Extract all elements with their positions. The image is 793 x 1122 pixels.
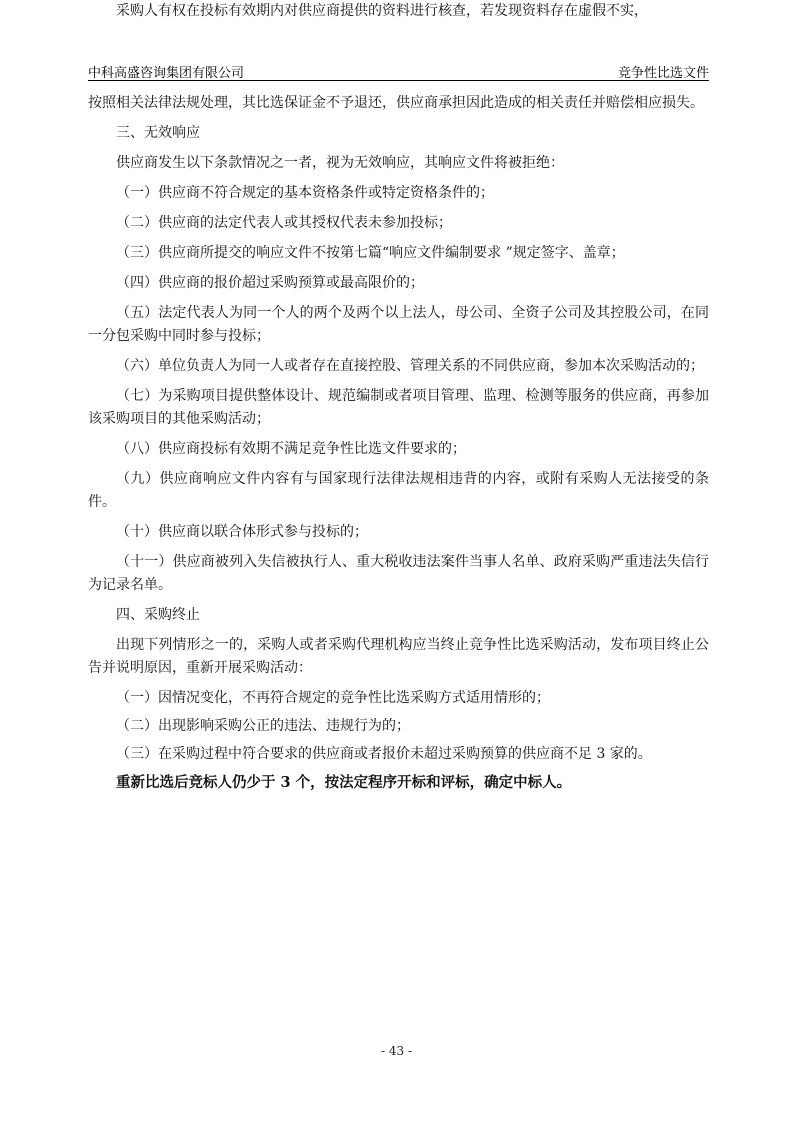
list-item: （十）供应商以联合体形式参与投标的； <box>116 524 368 540</box>
intro-line: 采购人有权在投标有效期内对供应商提供的资料进行核查，若发现资料存在虚假不实， <box>116 3 648 19</box>
list-item: （三）在采购过程中符合要求的供应商或者报价未超过采购预算的供应商不足 3 家的。 <box>116 746 652 762</box>
list-item: （十一）供应商被列入失信被执行人、重大税收违法案件当事人名单、政府采购严重违法失信行为记录名单。 <box>88 554 709 593</box>
paragraph: 出现下列情形之一的，采购人或者采购代理机构应当终止竞争性比选采购活动，发布项目终止公告并说明原因，重新开展采购活动： <box>88 637 709 676</box>
section-heading-invalid-response: 三、无效响应 <box>116 125 200 141</box>
document-title: 竞争性比选文件 <box>617 66 709 81</box>
page-number: - 43 - <box>380 1044 412 1058</box>
company-name: 中科高盛咨询集团有限公司 <box>88 66 245 81</box>
list-item: （四）供应商的报价超过采购预算或最高限价的； <box>116 275 424 291</box>
paragraph: 供应商发生以下条款情况之一者，视为无效响应，其响应文件将被拒绝： <box>116 155 564 171</box>
list-item: （一）因情况变化，不再符合规定的竞争性比选采购方式适用情形的； <box>116 690 550 706</box>
list-item: （三）供应商所提交的响应文件不按第七篇“响应文件编制要求 ”规定签字、盖章； <box>116 245 625 261</box>
section-heading-procurement-termination: 四、采购终止 <box>116 607 200 623</box>
list-item: （七）为采购项目提供整体设计、规范编制或者项目管理、监理、检测等服务的供应商，再参加该采购项目的其他采购活动； <box>88 388 709 427</box>
list-item: （六）单位负责人为同一人或者存在直接控股、管理关系的不同供应商，参加本次采购活动的； <box>116 358 704 374</box>
page-header <box>88 62 709 82</box>
list-item: （一）供应商不符合规定的基本资格条件或特定资格条件的； <box>116 185 494 201</box>
list-item: （二）供应商的法定代表人或其授权代表未参加投标； <box>116 215 452 231</box>
list-item: （八）供应商投标有效期不满足竞争性比选文件要求的； <box>116 441 466 457</box>
list-item: （二）出现影响采购公正的违法、违规行为的； <box>116 718 410 734</box>
list-item: （九）供应商响应文件内容有与国家现行法律法规相违背的内容，或附有采购人无法接受的条件。 <box>88 471 709 510</box>
paragraph: 按照相关法律法规处理，其比选保证金不予退还，供应商承担因此造成的相关责任并赔偿相应损失。 <box>88 95 704 111</box>
document-body <box>88 92 709 801</box>
header-divider <box>88 80 709 81</box>
closing-statement: 重新比选后竞标人仍少于 3 个，按法定程序开标和评标，确定中标人。 <box>116 774 572 791</box>
list-item: （五）法定代表人为同一个人的两个及两个以上法人，母公司、全资子公司及其控股公司，在同一分包采购中同时参与投标； <box>88 305 709 344</box>
